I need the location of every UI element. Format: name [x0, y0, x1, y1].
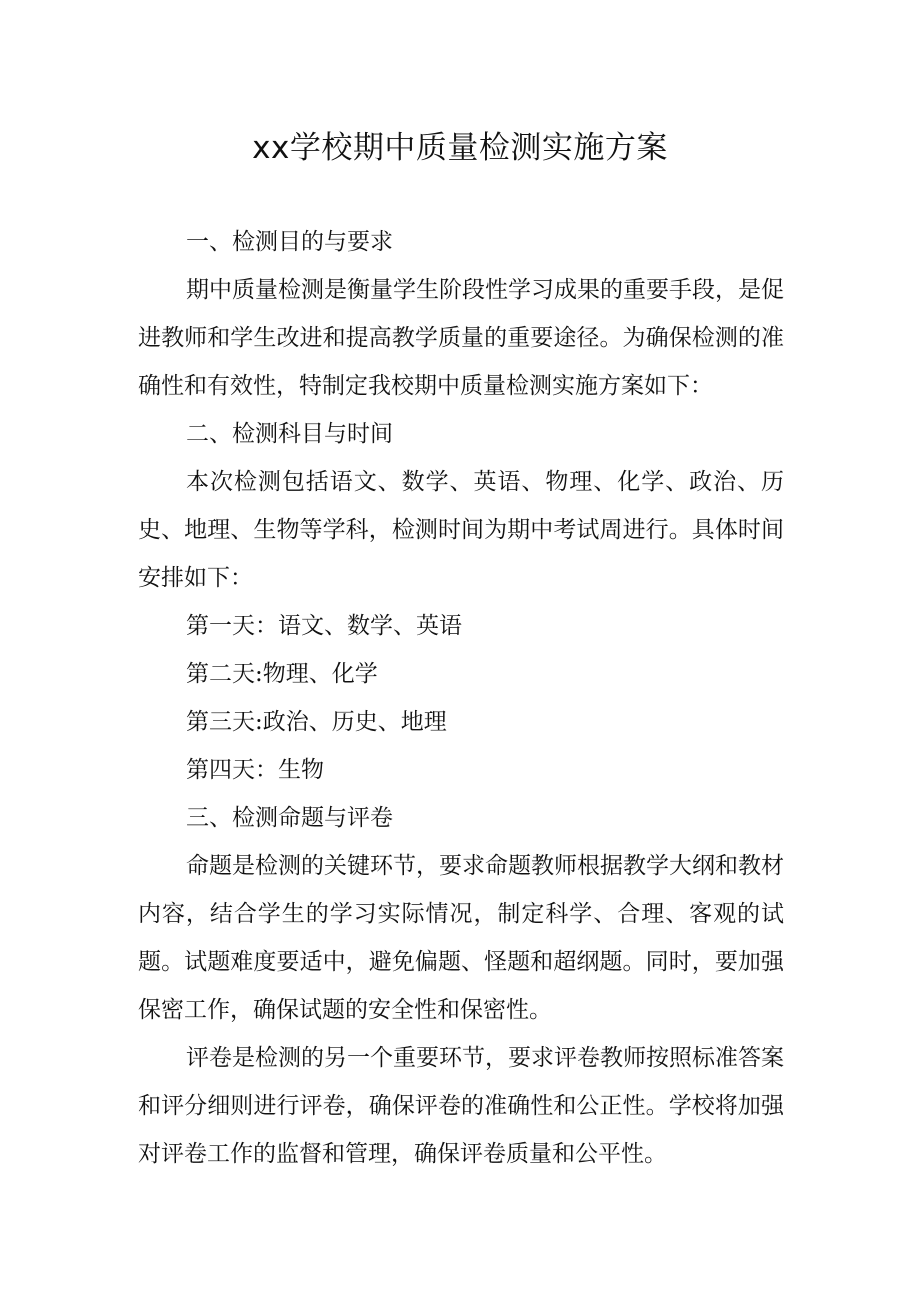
schedule-day-4: 第四天：生物: [186, 757, 324, 783]
document-body: [138, 218, 784, 1178]
section-heading-purpose: 一、检测目的与要求: [186, 229, 393, 255]
paragraph-subjects: 本次检测包括语文、数学、英语、物理、化学、政治、历史、地理、生物等学科，检测时间为期中考试周进行。具体时间安排如下：: [138, 469, 784, 591]
section-heading-exam: 三、检测命题与评卷: [186, 805, 393, 831]
schedule-day-3: 第三天:政治、历史、地理: [186, 709, 447, 735]
paragraph-grading: 评卷是检测的另一个重要环节，要求评卷教师按照标准答案和评分细则进行评卷，确保评卷的准确性和公正性。学校将加强对评卷工作的监督和管理，确保评卷质量和公平性。: [138, 1045, 784, 1167]
paragraph-purpose: 期中质量检测是衡量学生阶段性学习成果的重要手段，是促进教师和学生改进和提高教学质量的重要途径。为确保检测的准确性和有效性，特制定我校期中质量检测实施方案如下：: [138, 277, 784, 399]
paragraph-exam-setting: 命题是检测的关键环节，要求命题教师根据教学大纲和教材内容，结合学生的学习实际情况，制定科学、合理、客观的试题。试题难度要适中，避免偏题、怪题和超纲题。同时，要加强保密工作，确保试题的安全性和保密性。: [138, 853, 784, 1023]
document-title: xx学校期中质量检测实施方案: [252, 130, 668, 166]
schedule-day-1: 第一天：语文、数学、英语: [186, 613, 462, 639]
section-heading-subjects: 二、检测科目与时间: [186, 421, 393, 447]
schedule-day-2: 第二天:物理、化学: [186, 661, 378, 687]
